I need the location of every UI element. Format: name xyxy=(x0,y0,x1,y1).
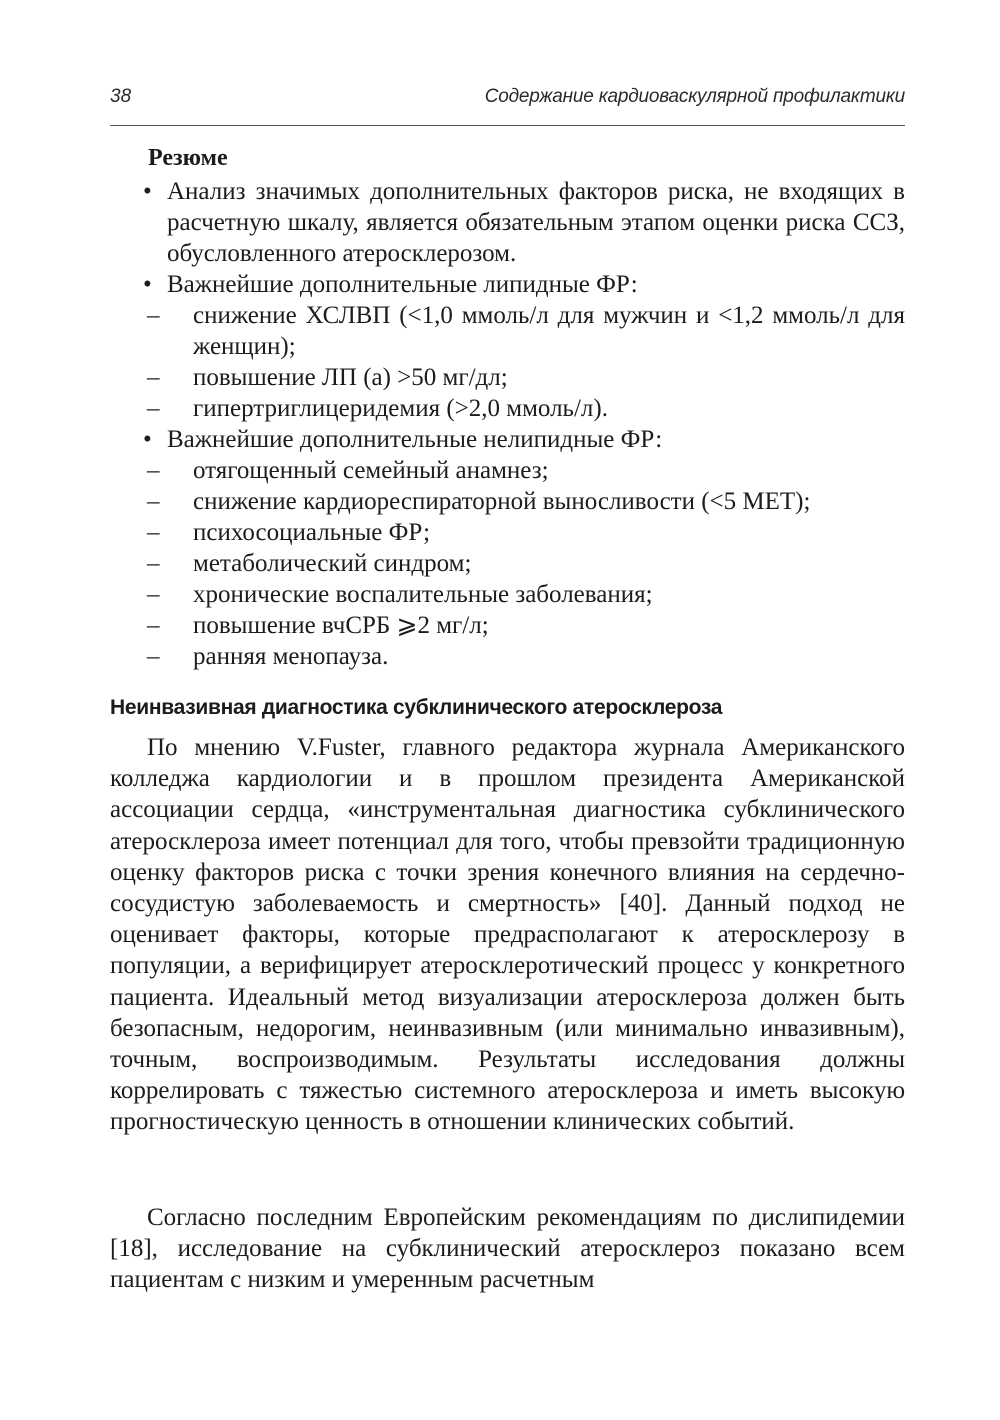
list-item: – психосоциальные ФР; xyxy=(147,517,905,548)
list-item: – гипертриглицеридемия (>2,0 ммоль/л). xyxy=(147,393,905,424)
summary-title: Резюме xyxy=(148,145,228,171)
list-item: – повышение вчСРБ ⩾2 мг/л; xyxy=(147,610,905,641)
summary-bullet xyxy=(140,269,905,424)
section-heading: Неинвазивная диагностика субклинического атеросклероза xyxy=(110,696,723,719)
list-item: – отягощенный семейный анамнез; xyxy=(147,455,905,486)
page-header xyxy=(110,86,905,118)
nonlipid-risk-factors-list xyxy=(147,455,905,672)
page-number: 38 xyxy=(110,86,132,107)
header-divider xyxy=(110,125,905,126)
summary-list xyxy=(140,176,905,672)
lipid-risk-factors-list xyxy=(147,300,905,424)
running-title: Содержание кардиоваскулярной профилактики xyxy=(484,86,905,107)
list-item: – метаболический синдром; xyxy=(147,548,905,579)
summary-bullet xyxy=(140,176,905,269)
body-paragraph: Согласно последним Европейским рекомендациям по дислипидемии [18], исследование на субклинический атеросклероз показано всем пациентам с низким и умеренным расчетным xyxy=(110,1204,905,1294)
summary-bullet-text: Анализ значимых дополнительных факторов риска, не входящих в расчетную шкалу, является обязательным этапом оценки риска ССЗ, обусловленного атеросклерозом. xyxy=(167,178,905,267)
body-paragraph: По мнению V.Fuster, главного редактора журнала Американского колледжа кардиологии и в прошлом президента Американской ассоциации сердца, «инструментальная диагностика субклинического атеросклероза имеет потенциал для того, чтобы превзойти традиционную оценку факторов риска с точки зрения конечного влияния на сердечно-сосудистую заболеваемость и смертность» [40]. Данный подход не оценивает факторы, которые предрасполагают к атеросклерозу в популяции, а верифицирует атеросклеротический процесс у конкретного пациента. Идеальный метод визуализации атеросклероза должен быть безопасным, недорогим, неинвазивным (или минимально инвазивным), точным, воспроизводимым. Результаты исследования должны коррелировать с тяжестью системного атеросклероза и иметь высокую прогностическую ценность в отношении клинических событий. xyxy=(110,734,905,1136)
list-item: – снижение ХСЛВП (<1,0 ммоль/л для мужчин и <1,2 ммоль/л для женщин); xyxy=(147,300,905,362)
summary-bullet-text: Важнейшие дополнительные нелипидные ФР: xyxy=(167,426,663,453)
summary-bullet-text: Важнейшие дополнительные липидные ФР: xyxy=(167,271,638,298)
list-item: – ранняя менопауза. xyxy=(147,641,905,672)
list-item: – снижение кардиореспираторной выносливости (<5 МЕТ); xyxy=(147,486,905,517)
summary-bullet xyxy=(140,424,905,672)
list-item: – повышение ЛП (а) >50 мг/дл; xyxy=(147,362,905,393)
list-item: – хронические воспалительные заболевания; xyxy=(147,579,905,610)
